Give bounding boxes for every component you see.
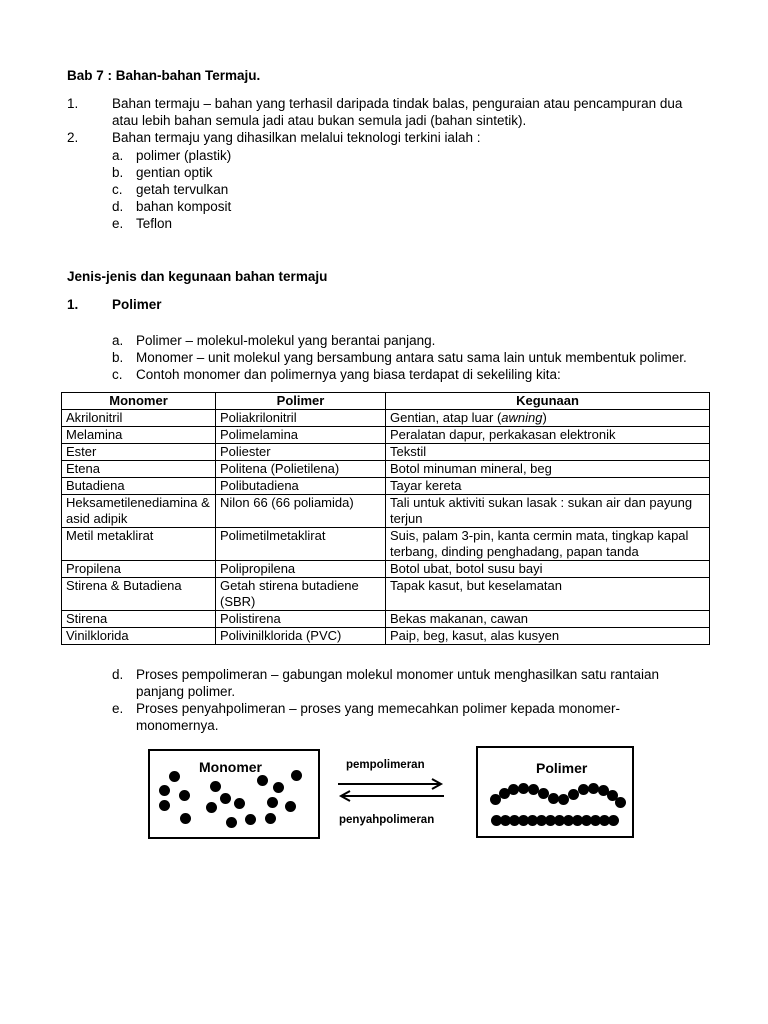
- cell-kegunaan: Botol minuman mineral, beg: [386, 461, 710, 478]
- cell-polimer: Politena (Polietilena): [216, 461, 386, 478]
- chain-dot: [608, 815, 619, 826]
- list-letter: c.: [112, 182, 123, 197]
- monomer-dot: [159, 785, 170, 796]
- cell-monomer: Stirena & Butadiena: [62, 578, 216, 611]
- list-letter: a.: [112, 148, 124, 163]
- list-item: Proses pempolimeran – gabungan molekul monomer untuk menghasilkan satu rantaian: [136, 667, 660, 682]
- list-item: panjang polimer.: [136, 684, 236, 699]
- cell-polimer: Polimelamina: [216, 427, 386, 444]
- cell-kegunaan: Bekas makanan, cawan: [386, 611, 710, 628]
- monomer-dot: [226, 817, 237, 828]
- list-item: gentian optik: [136, 165, 213, 180]
- table-row: [62, 578, 710, 611]
- list-letter: c.: [112, 367, 123, 382]
- table-row: [62, 427, 710, 444]
- list-item: polimer (plastik): [136, 148, 232, 163]
- chain-dot: [615, 797, 626, 808]
- cell-kegunaan: Gentian, atap luar (awning): [386, 410, 710, 427]
- sub-heading-text: Polimer: [112, 297, 162, 312]
- list-item: bahan komposit: [136, 199, 232, 214]
- column-header-monomer: Monomer: [62, 393, 216, 410]
- point-text: atau lebih bahan semula jadi atau bukan semula jadi (bahan sintetik).: [112, 113, 527, 128]
- monomer-dot: [267, 797, 278, 808]
- pempolimeran-label: pempolimeran: [346, 759, 425, 771]
- cell-polimer: Polistirena: [216, 611, 386, 628]
- table-row: [62, 444, 710, 461]
- point-number: 2.: [67, 130, 79, 145]
- table-row: [62, 495, 710, 528]
- list-letter: b.: [112, 350, 124, 365]
- cell-polimer: Polimetilmetaklirat: [216, 528, 386, 561]
- monomer-dot: [291, 770, 302, 781]
- penyahpolimeran-label: penyahpolimeran: [339, 814, 435, 826]
- table-row: [62, 461, 710, 478]
- cell-polimer: Polipropilena: [216, 561, 386, 578]
- cell-polimer: Polivinilklorida (PVC): [216, 628, 386, 645]
- reversible-arrows-icon: [334, 777, 448, 803]
- monomer-dot: [234, 798, 245, 809]
- list-item: getah tervulkan: [136, 182, 229, 197]
- table-row: [62, 410, 710, 427]
- cell-kegunaan: Paip, beg, kasut, alas kusyen: [386, 628, 710, 645]
- monomer-dot: [285, 801, 296, 812]
- cell-monomer: Stirena: [62, 611, 216, 628]
- list-letter: d.: [112, 667, 124, 682]
- cell-kegunaan: Tali untuk aktiviti sukan lasak : sukan air dan payung terjun: [386, 495, 710, 528]
- list-item: monomernya.: [136, 718, 219, 733]
- cell-kegunaan: Botol ubat, botol susu bayi: [386, 561, 710, 578]
- list-letter: e.: [112, 701, 124, 716]
- table-row: [62, 628, 710, 645]
- cell-polimer: Nilon 66 (66 poliamida): [216, 495, 386, 528]
- table-header-row: [62, 393, 710, 410]
- cell-kegunaan: Tapak kasut, but keselamatan: [386, 578, 710, 611]
- list-letter: d.: [112, 199, 124, 214]
- monomer-dot: [180, 813, 191, 824]
- monomer-dot: [169, 771, 180, 782]
- monomer-dot: [265, 813, 276, 824]
- list-letter: a.: [112, 333, 124, 348]
- cell-kegunaan: Tayar kereta: [386, 478, 710, 495]
- cell-monomer: Butadiena: [62, 478, 216, 495]
- cell-kegunaan: Peralatan dapur, perkakasan elektronik: [386, 427, 710, 444]
- list-item: Monomer – unit molekul yang bersambung antara satu sama lain untuk membentuk polimer.: [136, 350, 687, 365]
- cell-monomer: Etena: [62, 461, 216, 478]
- cell-polimer: Poliakrilonitril: [216, 410, 386, 427]
- column-header-polimer: Polimer: [216, 393, 386, 410]
- monomer-dot: [245, 814, 256, 825]
- cell-monomer: Akrilonitril: [62, 410, 216, 427]
- point-text: Bahan termaju yang dihasilkan melalui teknologi terkini ialah :: [112, 130, 481, 145]
- monomer-dot: [273, 782, 284, 793]
- cell-monomer: Heksametilenediamina & asid adipik: [62, 495, 216, 528]
- list-letter: e.: [112, 216, 124, 231]
- cell-monomer: Melamina: [62, 427, 216, 444]
- cell-monomer: Metil metaklirat: [62, 528, 216, 561]
- monomer-dot: [206, 802, 217, 813]
- table-row: [62, 611, 710, 628]
- monomer-dot: [257, 775, 268, 786]
- cell-polimer: Polibutadiena: [216, 478, 386, 495]
- monomer-box: [148, 749, 320, 839]
- table-row: [62, 528, 710, 561]
- cell-monomer: Propilena: [62, 561, 216, 578]
- cell-monomer: Ester: [62, 444, 216, 461]
- monomer-dot: [159, 800, 170, 811]
- cell-kegunaan: Suis, palam 3-pin, kanta cermin mata, tingkap kapal terbang, dinding penghadang, papan tanda: [386, 528, 710, 561]
- list-item: Proses penyahpolimeran – proses yang memecahkan polimer kepada monomer-: [136, 701, 621, 716]
- chapter-title: Bab 7 : Bahan-bahan Termaju.: [67, 68, 261, 83]
- list-item: Teflon: [136, 216, 173, 231]
- column-header-kegunaan: Kegunaan: [386, 393, 710, 410]
- sub-heading-number: 1.: [67, 297, 79, 312]
- table-row: [62, 478, 710, 495]
- monomer-polimer-table: [61, 392, 710, 645]
- monomer-label: Monomer: [199, 759, 262, 775]
- point-text: Bahan termaju – bahan yang terhasil daripada tindak balas, penguraian atau pencampuran dua: [112, 96, 683, 111]
- monomer-dot: [210, 781, 221, 792]
- polimer-label: Polimer: [536, 760, 588, 776]
- list-letter: b.: [112, 165, 124, 180]
- list-item: Contoh monomer dan polimernya yang biasa terdapat di sekeliling kita:: [136, 367, 561, 382]
- cell-kegunaan: Tekstil: [386, 444, 710, 461]
- monomer-dot: [220, 793, 231, 804]
- list-item: Polimer – molekul-molekul yang berantai panjang.: [136, 333, 436, 348]
- table-row: [62, 561, 710, 578]
- polimer-box: [476, 746, 634, 838]
- cell-polimer: Poliester: [216, 444, 386, 461]
- point-number: 1.: [67, 96, 79, 111]
- monomer-dot: [179, 790, 190, 801]
- cell-polimer: Getah stirena butadiene (SBR): [216, 578, 386, 611]
- section-heading: Jenis-jenis dan kegunaan bahan termaju: [67, 269, 328, 284]
- cell-monomer: Vinilklorida: [62, 628, 216, 645]
- italic-term: awning: [501, 410, 543, 425]
